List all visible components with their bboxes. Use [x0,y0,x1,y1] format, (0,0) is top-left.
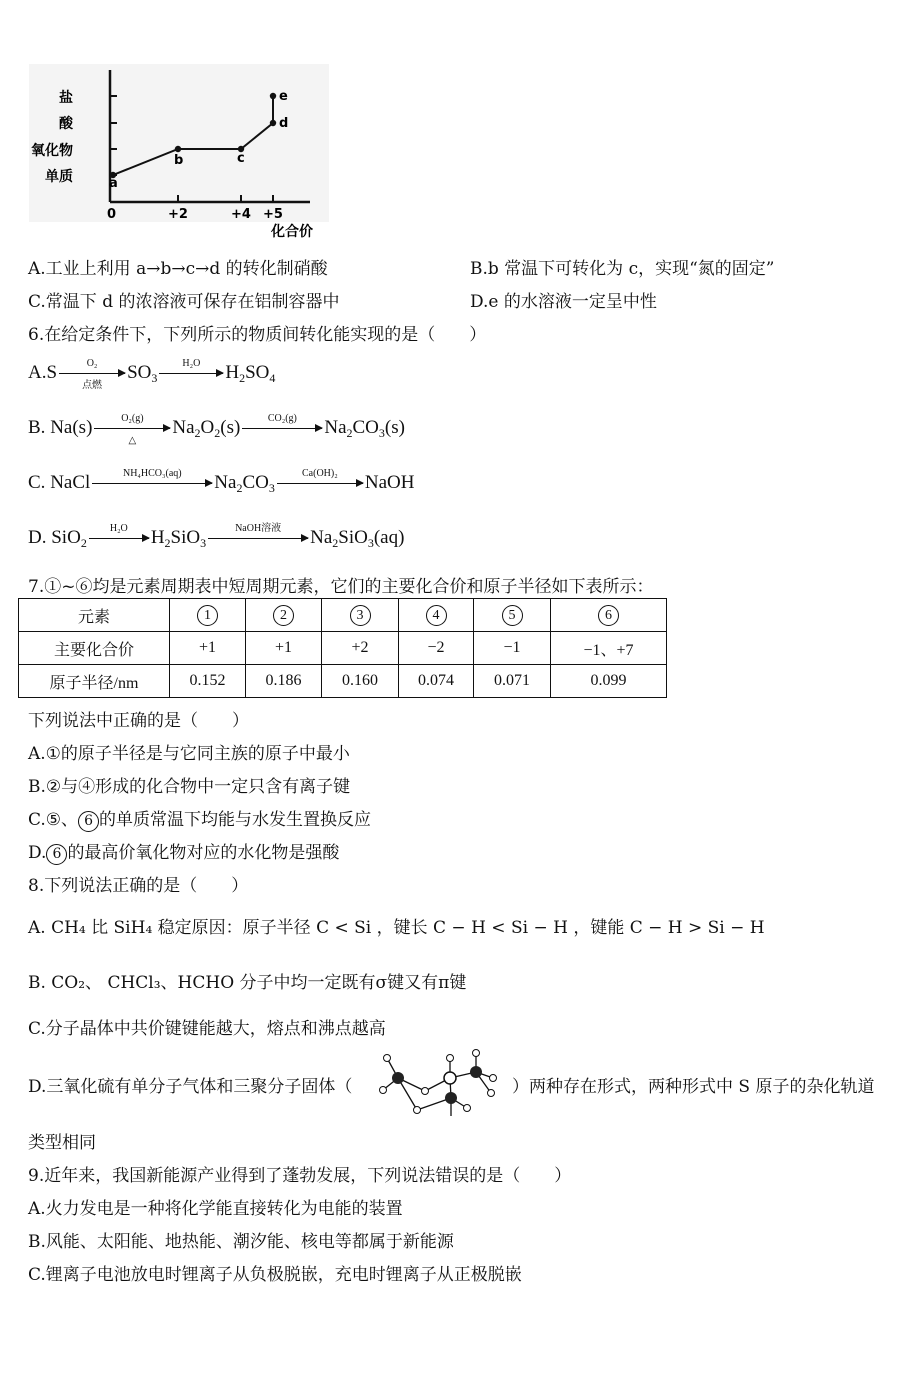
species: Na [310,527,333,548]
table-cell: 0.186 [246,665,322,698]
subscript: 3 [378,426,385,440]
q8-option-d-cont: 类型相同 [28,1133,96,1153]
q5-option-b: B.b 常温下可转化为 c，实现“氮的固定” [470,259,775,279]
species: Na [324,417,347,438]
q9-option-c: C.锂离子电池放电时锂离子从负极脱嵌，充电时锂离子从正极脱嵌 [28,1265,522,1285]
option-text: 的单质常温下均能与水发生置换反应 [99,810,372,830]
reaction-arrow [159,358,223,374]
q9-option-b: B.风能、太阳能、地热能、潮汐能、核电等都属于新能源 [28,1232,454,1252]
arrow-condition: H₂O [182,358,201,370]
q6-option-c [28,468,415,496]
reaction-arrow [208,523,308,539]
q8-option-c: C.分子晶体中共价键键能越大，熔点和沸点越高 [28,1019,386,1039]
subscript: 3 [151,371,158,385]
option-letter: B. [28,417,46,438]
species: (aq) [373,527,405,548]
q6-stem: 6.在给定条件下，下列所示的物质间转化能实现的是（ ） [28,325,487,345]
option-letter: C. [28,472,46,493]
table-cell [399,599,474,632]
element-number: 1 [197,605,218,626]
q7-option-a: A.①的原子半径是与它同主族的原子中最小 [28,744,350,764]
reaction-arrow [277,468,363,484]
table-cell: 0.099 [551,665,667,698]
y-label-salt: 盐 [59,90,73,106]
subscript: 2 [164,536,171,550]
reaction-arrow [59,358,125,392]
option-text: C.⑤、 [28,810,79,830]
species: H [150,527,165,548]
q7-option-d [28,838,339,865]
table-cell [170,599,246,632]
element-number: 6 [46,844,67,865]
subscript: 2 [236,481,243,495]
q6-option-b [28,413,405,447]
species: SiO [170,527,201,548]
table-cell: −2 [399,632,474,665]
q8-option-d-post: ）两种存在形式，两种形式中 S 原子的杂化轨道 [512,1077,875,1097]
arrow-condition: NaOH溶液 [235,523,282,535]
x-axis-title: 化合价 [271,224,313,240]
q6-option-a [28,358,276,392]
table-cell: 0.071 [474,665,551,698]
table-cell: +1 [170,632,246,665]
subscript: 3 [367,536,374,550]
point-label-a: a [109,176,118,191]
table-row [19,665,667,698]
arrow-condition: 点燃 [82,380,103,392]
table-row [19,599,667,632]
table-cell: −1 [474,632,551,665]
species: SiO [51,527,81,548]
row-header: 原子半径/nm [19,665,170,698]
table-cell: 0.160 [322,665,399,698]
q5-option-d: D.e 的水溶液一定呈中性 [470,292,657,312]
species: NaOH [364,472,415,493]
table-cell [474,599,551,632]
element-number: 6 [598,605,619,626]
subscript: 2 [332,536,339,550]
q8-option-d-pre: D.三氧化硫有单分子气体和三聚分子固体（ [28,1077,353,1097]
element-number: 6 [78,811,99,832]
table-cell: −1、+7 [551,632,667,665]
option-text: 的最高价氧化物对应的水化物是强酸 [67,843,340,863]
species: CO [352,417,379,438]
q8-option-b: B. CO₂、 CHCl₃、HCHO 分子中均一定既有σ键又有π键 [28,973,467,993]
arrow-condition: NH₄HCO₃(aq) [122,468,182,480]
point-d [270,120,276,126]
q5-option-a: A.工业上利用 a→b→c→d 的转化制硝酸 [28,259,328,279]
subscript: 2 [194,426,201,440]
subscript: 3 [200,536,207,550]
y-label-acid: 酸 [59,116,73,132]
option-letter: A. [28,362,47,383]
table-cell [551,599,667,632]
x-tick-2: +2 [168,207,188,222]
q6-option-d [28,523,405,551]
point-label-b: b [174,153,184,168]
subscript: 2 [214,426,221,440]
q7-sub-stem: 下列说法中正确的是（ ） [28,711,249,731]
table-cell [246,599,322,632]
x-tick-4: +4 [231,207,251,222]
point-e [270,93,276,99]
y-label-oxide: 氧化物 [31,143,73,159]
arrow-condition: Ca(OH)₂ [302,468,338,480]
element-table [18,598,667,698]
q5-option-c: C.常温下 d 的浓溶液可保存在铝制容器中 [28,292,340,312]
species: SiO [338,527,368,548]
table-cell [322,599,399,632]
subscript: 4 [269,371,276,385]
reaction-arrow [92,468,212,484]
q9-option-a: A.火力发电是一种将化学能直接转化为电能的装置 [28,1199,403,1219]
subscript: 2 [80,536,87,550]
q7-option-b: B.②与④形成的化合物中一定只含有离子键 [28,777,351,797]
q8-option-a: A. CH₄ 比 SiH₄ 稳定原因：原子半径 C < Si ，键长 C − H < Si − H ，键能 C − H > Si − H [28,918,765,938]
reaction-arrow [94,413,170,447]
species: S [46,362,58,383]
species: O [200,417,215,438]
q8-stem: 8.下列说法正确的是（ ） [28,876,249,896]
element-number: 5 [502,605,523,626]
table-row [19,632,667,665]
y-label-element: 单质 [45,169,73,185]
element-number: 4 [426,605,447,626]
table-cell: 0.074 [399,665,474,698]
arrow-condition: O₂(g) [121,413,144,425]
arrow-condition: O₂ [86,358,98,370]
option-letter: D. [28,527,47,548]
species: SO [127,362,152,383]
species: Na(s) [50,417,93,438]
row-header: 主要化合价 [19,632,170,665]
point-b [175,146,181,152]
so3-trimer-structure [375,1048,515,1120]
species: Na [214,472,237,493]
subscript: 2 [239,371,246,385]
subscript: 3 [268,481,275,495]
species: (s) [220,417,241,438]
arrow-condition: H₂O [109,523,128,535]
row-header: 元素 [19,599,170,632]
x-tick-0: 0 [107,207,117,222]
element-number: 2 [273,605,294,626]
species: NaCl [50,472,91,493]
q7-option-c [28,805,371,832]
species: SO [245,362,270,383]
point-label-d: d [279,116,289,131]
arrow-condition: △ [128,435,137,447]
reaction-arrow [89,523,149,539]
species: H [225,362,240,383]
arrow-condition: CO₂(g) [267,413,297,425]
valence-category-graph [25,60,345,240]
q9-stem: 9.近年来，我国新能源产业得到了蓬勃发展，下列说法错误的是（ ） [28,1166,572,1186]
species: Na [172,417,195,438]
subscript: 2 [346,426,353,440]
reaction-arrow [242,413,322,429]
species: (s) [384,417,405,438]
x-tick-5: +5 [263,207,283,222]
option-text: D. [28,843,47,863]
point-label-c: c [237,151,245,166]
table-cell: +2 [322,632,399,665]
species: CO [242,472,269,493]
q7-stem: 7.①~⑥均是元素周期表中短周期元素，它们的主要化合价和原子半径如下表所示： [28,577,654,597]
element-number: 3 [350,605,371,626]
point-label-e: e [279,89,288,104]
table-cell: 0.152 [170,665,246,698]
table-cell: +1 [246,632,322,665]
